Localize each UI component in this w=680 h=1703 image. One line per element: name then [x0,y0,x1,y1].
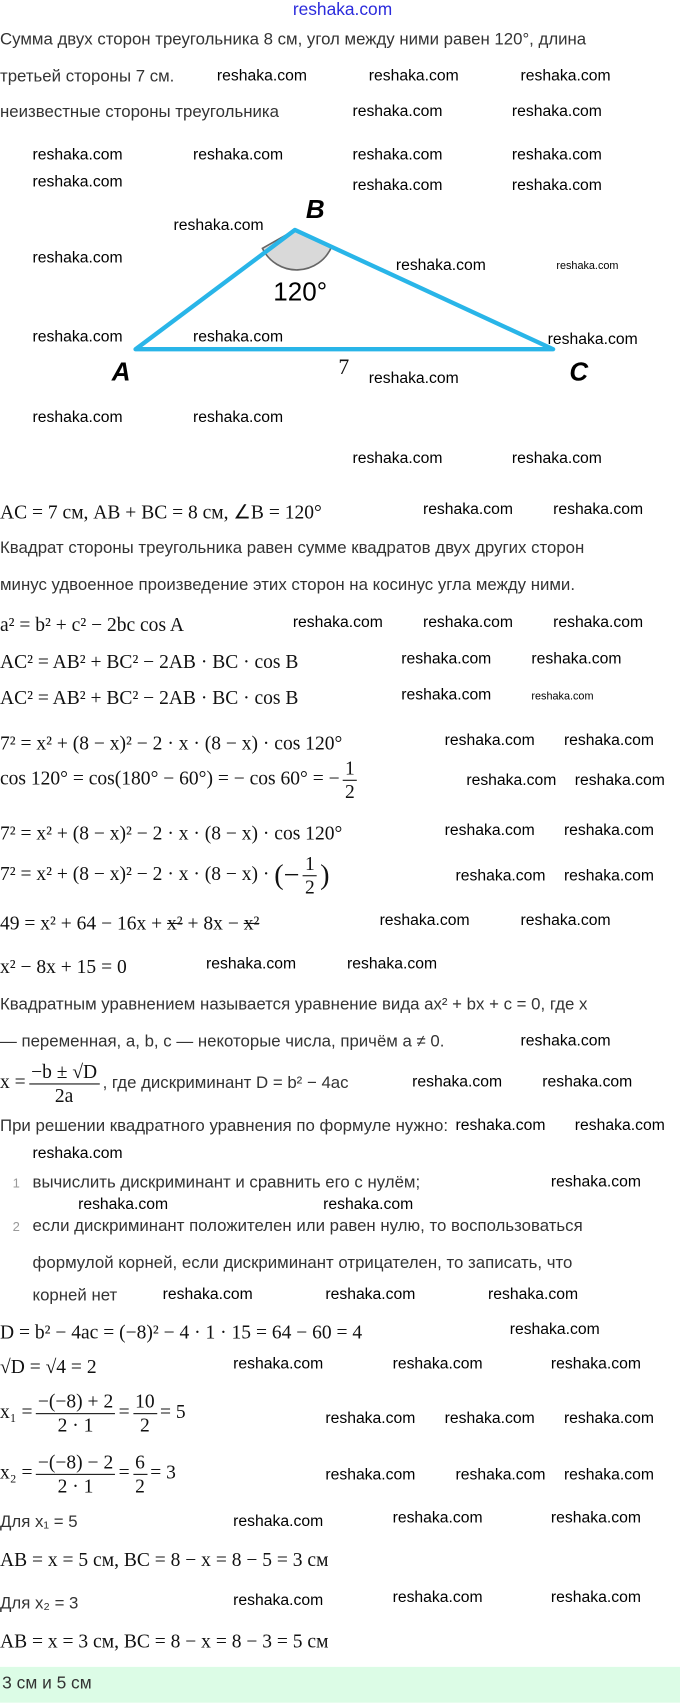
case-1: Для x₁ = 5 [0,1512,78,1532]
denominator: 2 [304,875,315,898]
watermark: reshaka.com [520,67,611,85]
watermark: reshaka.com [455,1117,546,1135]
problem-line-1: Сумма двух сторон треугольника 8 см, угол между ними равен 120°, длина [0,30,587,49]
watermark: reshaka.com [455,867,546,885]
denominator: 2 [345,780,355,803]
watermark: reshaka.com [392,1355,483,1373]
watermark: reshaka.com [325,1409,416,1428]
fraction [36,1390,116,1436]
step-1 [0,1173,420,1193]
watermark: reshaka.com [542,1073,633,1092]
numerator: 10 [133,1390,157,1414]
answer-box [0,1667,680,1703]
watermark: reshaka.com [574,772,665,790]
watermark: reshaka.com [395,257,486,275]
watermark: reshaka.com [511,450,602,468]
watermark: reshaka.com [547,330,638,349]
watermark: reshaka.com [193,328,284,346]
site-header-link[interactable]: reshaka.com [292,1,393,20]
denominator: 2 [135,1474,145,1497]
watermark: reshaka.com [520,1032,611,1050]
watermark: reshaka.com [563,867,654,885]
formula-lhs: x = [0,1070,26,1093]
watermark: reshaka.com [511,103,602,121]
watermark: reshaka.com [550,1509,641,1527]
watermark: reshaka.com [32,173,123,191]
watermark: reshaka.com [444,732,535,750]
watermark: reshaka.com [352,103,443,121]
watermark: reshaka.com [193,408,284,427]
watermark: reshaka.com [553,501,644,519]
equals: = [118,1461,130,1483]
watermark: reshaka.com [347,955,438,973]
vertex-a-label: A [111,357,131,388]
watermark: reshaka.com [368,369,459,388]
law-of-cosines: a² = b² + c² − 2bc cos A [0,613,184,636]
equation-6: 7² = x² + (8 − x)² − 2 · x · (8 − x) · cos 120° [0,822,343,844]
equation-9: x² − 8x + 15 = 0 [0,955,127,978]
watermark: reshaka.com [32,408,123,427]
equation-5-text: cos 120° = cos(180° − 60°) = − cos 60° = − [0,767,340,789]
rule-line-1: Квадрат стороны треугольника равен сумме квадратов двух других сторон [0,538,585,558]
watermark: reshaka.com [550,1588,641,1607]
angle-b-arc [262,230,331,270]
fraction [29,1061,99,1107]
watermark: reshaka.com [379,912,470,930]
vertex-b-label: B [305,195,325,225]
fraction [343,757,357,803]
case-2: Для x₂ = 3 [0,1594,79,1613]
denominator: 2 [139,1413,150,1436]
numerator: −(−8) + 2 [36,1390,116,1414]
formula-rest: , где дискриминант D = b² − 4ac [102,1073,349,1093]
watermark: reshaka.com [488,1286,579,1304]
numerator: −b ± √D [29,1061,99,1085]
equation-7 [0,852,330,898]
discriminant: D = b² − 4ac = (−8)² − 4 · 1 · 15 = 64 − 60 = 4 [0,1320,363,1343]
watermark: reshaka.com [466,772,557,790]
definition-line-1: Квадратным уравнением называется уравнение вида ax² + bx + c = 0, где x [0,995,588,1015]
root-x2 [0,1451,176,1497]
watermark: reshaka.com [216,67,307,85]
equation-5 [0,757,360,803]
watermark: reshaka.com [531,650,622,669]
watermark: reshaka.com [511,146,602,164]
watermark: reshaka.com [325,1466,416,1484]
step-text: вычислить дискриминант и сравнить его с нулём; [32,1173,421,1192]
problem-line-3: неизвестные стороны треугольника [0,103,279,122]
denominator: 2 · 1 [57,1474,94,1497]
watermark: reshaka.com [444,1409,535,1428]
rule-line-2: минус удвоенное произведение этих сторон на косинус угла между ними. [0,575,576,595]
watermark: reshaka.com [352,450,443,468]
watermark: reshaka.com [511,176,602,195]
watermark: reshaka.com [233,1512,324,1531]
equation-7-text: 7² = x² + (8 − x)² − 2 · x · (8 − x) · [0,862,275,885]
step-2-line-3: корней нет [32,1286,118,1305]
watermark: reshaka.com [563,732,654,750]
watermark: reshaka.com [550,1355,641,1373]
numerator: 1 [343,757,357,781]
watermark: reshaka.com [32,249,123,267]
fraction [133,1390,157,1436]
fraction [303,852,317,898]
vertex-c-label: C [569,357,589,388]
equation-3: AC² = AB² + BC² − 2AB · BC · cos B [0,686,299,709]
equation-8 [0,912,259,935]
watermark: reshaka.com [509,1320,600,1339]
open-paren: (− [274,859,300,891]
watermark: reshaka.com [401,686,492,704]
denominator: 2a [54,1084,74,1106]
eq8-part: 49 = x² + 64 − 16x + [0,912,168,934]
watermark: reshaka.com [392,1509,483,1527]
watermark: reshaka.com [325,1286,416,1304]
step-2 [0,1217,583,1237]
watermark: reshaka.com [292,613,383,632]
numerator: −(−8) − 2 [36,1451,116,1475]
case-2-result: AB = x = 3 см, BC = 8 − x = 8 − 3 = 5 см [0,1630,329,1652]
watermark: reshaka.com [323,1196,414,1214]
watermark: reshaka.com [556,260,619,273]
watermark: reshaka.com [520,912,611,930]
eq8-part: + 8x − [182,912,244,934]
watermark: reshaka.com [574,1117,665,1135]
step-2-line-2: формулой корней, если дискриминант отрицателен, то записать, что [32,1253,573,1273]
watermark: reshaka.com [193,146,284,164]
equation-4: 7² = x² + (8 − x)² − 2 · x · (8 − x) · cos 120° [0,732,343,754]
watermark: reshaka.com [32,1145,123,1163]
watermark: reshaka.com [563,1409,654,1428]
x2-lhs: x₂ = [0,1461,33,1483]
watermark: reshaka.com [553,613,644,632]
watermark: reshaka.com [392,1588,483,1607]
watermark: reshaka.com [444,822,535,840]
numerator: 6 [133,1451,147,1475]
watermark: reshaka.com [563,1466,654,1484]
step-text: если дискриминант положителен или равен нулю, то воспользоваться [32,1216,583,1236]
x1-lhs: x₁ = [0,1400,33,1423]
given: AC = 7 см, AB + BC = 8 см, ∠B = 120° [0,501,322,523]
x2-result: = 3 [150,1461,176,1483]
watermark: reshaka.com [455,1466,546,1484]
watermark: reshaka.com [206,955,297,973]
watermark: reshaka.com [352,176,443,195]
quadratic-formula [0,1061,349,1107]
equals: = [118,1400,130,1423]
cancelled-term: x² [243,912,260,934]
problem-line-2: третьей стороны 7 см. [0,67,175,86]
fraction [133,1451,147,1497]
root-x1 [0,1390,186,1436]
watermark: reshaka.com [563,822,654,840]
watermark: reshaka.com [32,328,123,346]
watermark: reshaka.com [412,1073,503,1092]
watermark: reshaka.com [78,1196,169,1214]
sqrt-discriminant: √D = √4 = 2 [0,1355,97,1378]
watermark: reshaka.com [531,690,594,703]
watermark: reshaka.com [368,67,459,85]
watermark: reshaka.com [173,216,264,235]
x1-result: = 5 [160,1400,186,1423]
step-number: 2 [12,1218,20,1235]
watermark: reshaka.com [401,650,492,669]
step-number: 1 [12,1175,20,1191]
equation-2: AC² = AB² + BC² − 2AB · BC · cos B [0,650,299,673]
definition-line-2: — переменная, a, b, c — некоторые числа, причём a ≠ 0. [0,1032,445,1051]
watermark: reshaka.com [233,1355,324,1373]
watermark: reshaka.com [422,501,513,519]
close-paren: ) [320,859,330,891]
watermark: reshaka.com [162,1286,253,1304]
watermark: reshaka.com [32,146,123,164]
watermark: reshaka.com [352,146,443,164]
answer-text: 3 см и 5 см [2,1674,92,1693]
watermark: reshaka.com [422,613,513,632]
steps-intro: При решении квадратного уравнения по формуле нужно: [0,1117,449,1136]
denominator: 2 · 1 [57,1413,94,1436]
cancelled-term: x² [167,912,183,934]
side-ac-label: 7 [338,355,350,380]
fraction [36,1451,116,1497]
numerator: 1 [303,852,317,876]
case-1-result: AB = x = 5 см, BC = 8 − x = 8 − 5 = 3 см [0,1548,329,1571]
watermark: reshaka.com [233,1592,324,1610]
angle-b-label: 120° [273,277,328,307]
watermark: reshaka.com [550,1173,641,1191]
